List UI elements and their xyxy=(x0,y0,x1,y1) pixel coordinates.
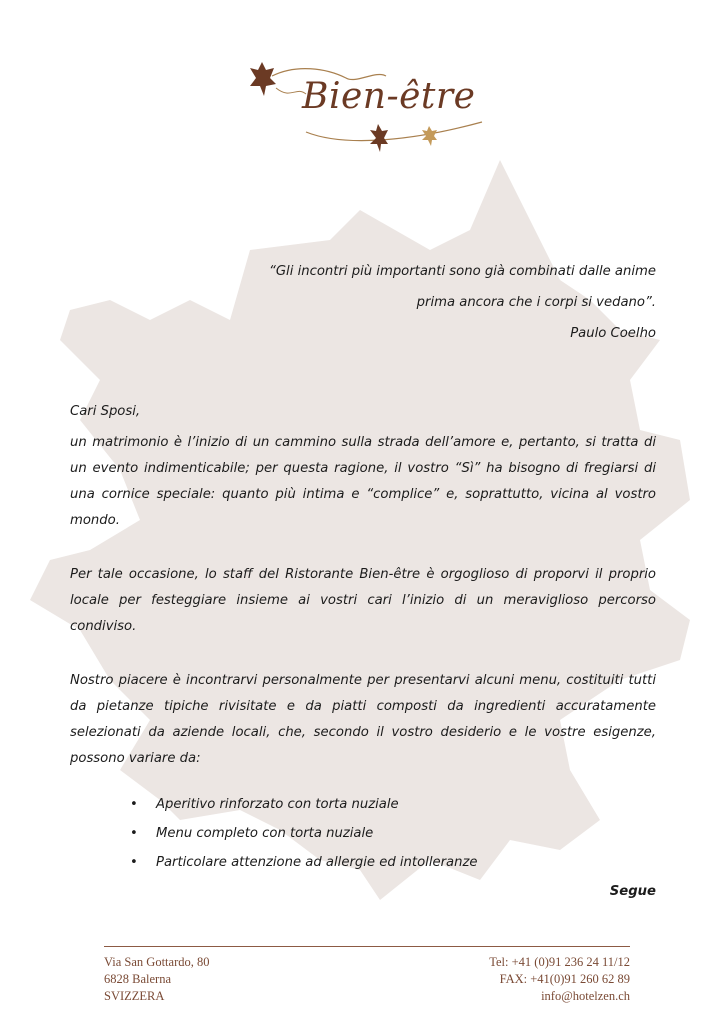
quote-line-2: prima ancora che i corpi si vedano”. xyxy=(416,295,656,310)
paragraph-intro: un matrimonio è l’inizio di un cammino sulla strada dell’amore e, pertanto, si tratta di un evento indimenticabile; per questa ragione, il vostro “Sì” ha bisogno di fregiarsi di una cornice speciale: quanto più intima e “complice” e, soprattutto, vicina al vostro mondo. xyxy=(70,435,656,528)
salutation: Cari Sposi, xyxy=(70,404,141,419)
continue-label: Segue xyxy=(609,884,656,899)
list-item xyxy=(130,852,478,881)
menu-options-list xyxy=(130,794,478,881)
bullet-dot-icon: • xyxy=(130,797,138,812)
address-street: Via San Gottardo, 80 xyxy=(104,955,210,969)
bullet-dot-icon: • xyxy=(130,826,138,841)
quote-line-1: “Gli incontri più importanti sono già combinati dalle anime xyxy=(269,264,656,279)
bullet-dot-icon: • xyxy=(130,855,138,870)
bien-etre-logo xyxy=(236,58,492,154)
contact-phone: Tel: +41 (0)91 236 24 11/12 xyxy=(489,955,630,969)
quote-author: Paulo Coelho xyxy=(570,326,656,341)
footer-address xyxy=(104,954,209,1005)
quote-block xyxy=(136,256,656,349)
paragraph-menus: Nostro piacere è incontrarvi personalmente per presentarvi alcuni menu, costituiti tutti da pietanze tipiche rivisitate e da piatti composti da ingredienti accuratamente selezionati da aziende locali, che, secondo il vostro desiderio e le vostre esigenze, possono variare da: xyxy=(70,673,656,766)
footer-contacts xyxy=(489,954,630,1005)
paragraph-occasion: Per tale occasione, lo staff del Ristorante Bien-être è orgoglioso di proporvi il proprio locale per festeggiare insieme ai vostri cari l’inizio di un meraviglioso percorso condiviso. xyxy=(70,567,656,634)
address-country: SVIZZERA xyxy=(104,989,165,1003)
footer-divider xyxy=(104,946,630,947)
contact-email-link[interactable]: info@hotelzen.ch xyxy=(541,989,630,1003)
list-item-label: Aperitivo rinforzato con torta nuziale xyxy=(156,797,399,812)
list-item xyxy=(130,794,478,823)
address-city: 6828 Balerna xyxy=(104,972,171,986)
contact-fax: FAX: +41(0)91 260 62 89 xyxy=(499,972,630,986)
list-item xyxy=(130,823,478,852)
logo-text: Bien-être xyxy=(302,76,476,117)
list-item-label: Particolare attenzione ad allergie ed intolleranze xyxy=(156,855,478,870)
list-item-label: Menu completo con torta nuziale xyxy=(156,826,374,841)
